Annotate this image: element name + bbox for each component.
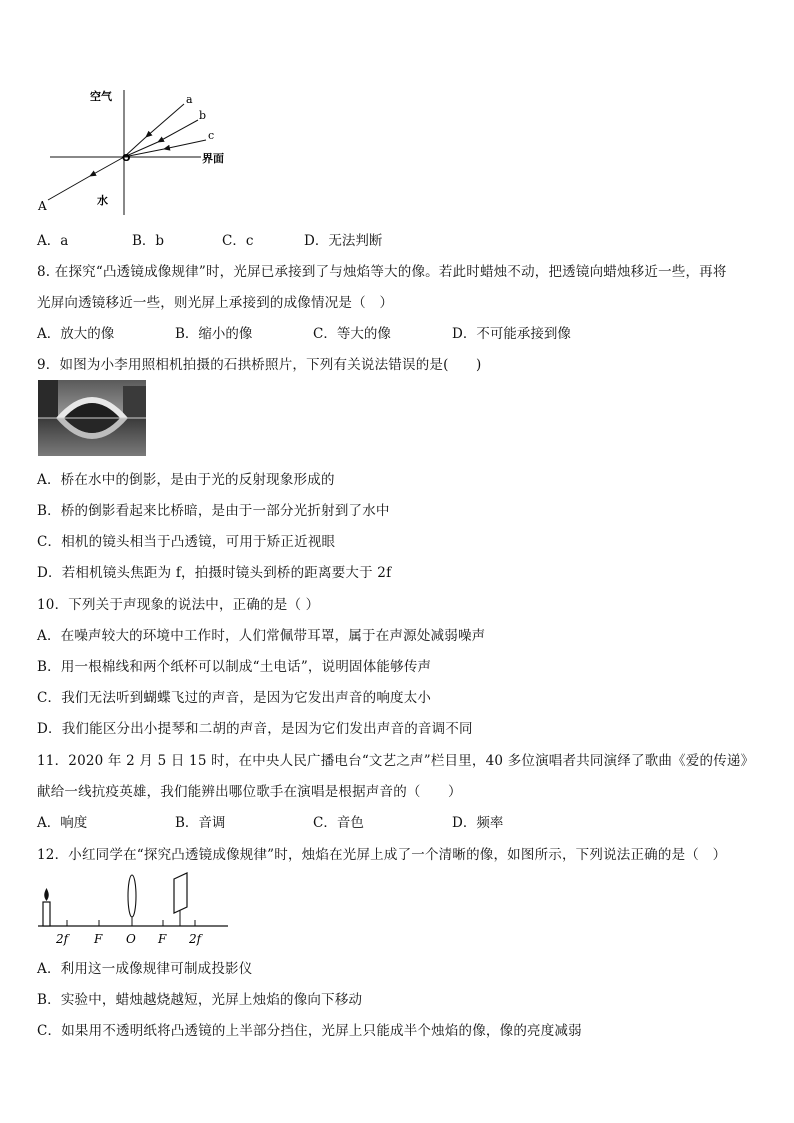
ray-A-label: A (38, 199, 47, 213)
interface-label: 界面 (202, 152, 224, 165)
q8-option-a[interactable]: A．放大的像 (37, 326, 115, 342)
q8-stem-line2: 光屏向透镜移近一些，则光屏上承接到的成像情况是（ ） (37, 295, 394, 311)
stone-bridge-photo (38, 380, 146, 456)
ray-a (146, 104, 184, 137)
origin-label: O (122, 153, 131, 164)
q11-stem-line1: 11．2020 年 2 月 5 日 15 时，在中央人民广播电台“文艺之声”栏目里，40 多位演唱者共同演绎了歌曲《爱的传递》 (37, 753, 755, 769)
q8-option-b[interactable]: B．缩小的像 (175, 326, 253, 342)
q7-option-a[interactable]: A．a (37, 233, 69, 249)
refraction-diagram (36, 82, 236, 217)
q10-stem: 10．下列关于声现象的说法中，正确的是（ ） (37, 597, 320, 613)
label-2f-right: 2f (189, 932, 202, 946)
q9-option-b[interactable]: B．桥的倒影看起来比桥暗，是由于一部分光折射到了水中 (37, 503, 390, 519)
q8-option-d[interactable]: D．不可能承接到像 (452, 326, 571, 342)
ray-c (164, 140, 206, 149)
ray-c-label: c (208, 129, 215, 142)
air-label: 空气 (90, 90, 112, 103)
q11-option-a[interactable]: A．响度 (37, 815, 88, 831)
light-screen (174, 873, 187, 913)
q9-stem: 9．如图为小李用照相机拍摄的石拱桥照片，下列有关说法错误的是( ) (37, 357, 482, 373)
q11-option-d[interactable]: D．频率 (452, 815, 504, 831)
water-label: 水 (97, 194, 108, 207)
q10-option-a[interactable]: A．在噪声较大的环境中工作时，人们常佩带耳罩，属于在声源处减弱噪声 (37, 628, 486, 644)
q10-option-c[interactable]: C．我们无法听到蝴蝶飞过的声音，是因为它发出声音的响度太小 (37, 690, 432, 706)
q11-option-c[interactable]: C．音色 (313, 815, 364, 831)
q9-option-c[interactable]: C．相机的镜头相当于凸透镜，可用于矫正近视眼 (37, 534, 336, 550)
q12-option-a[interactable]: A．利用这一成像规律可制成投影仪 (37, 961, 253, 977)
label-O: O (126, 932, 136, 946)
optical-bench-diagram (36, 870, 236, 948)
ray-A (48, 176, 90, 200)
label-F-left: F (94, 932, 103, 946)
q12-option-b[interactable]: B．实验中，蜡烛越烧越短，光屏上烛焰的像向下移动 (37, 992, 363, 1008)
q12-stem: 12．小红同学在“探究凸透镜成像规律”时，烛焰在光屏上成了一个清晰的像，如图所示，下列说法正确的是（ ） (37, 847, 727, 863)
label-F-right: F (158, 932, 167, 946)
q7-option-d[interactable]: D．无法判断 (304, 233, 383, 249)
q10-option-b[interactable]: B．用一根棉线和两个纸杯可以制成“土电话”，说明固体能够传声 (37, 659, 432, 675)
q8-option-c[interactable]: C．等大的像 (313, 326, 391, 342)
ray-b (158, 120, 198, 142)
q9-option-a[interactable]: A．桥在水中的倒影，是由于光的反射现象形成的 (37, 472, 335, 488)
q11-stem-line2: 献给一线抗疫英雄，我们能辨出哪位歌手在演唱是根据声音的（ ） (37, 784, 462, 800)
convex-lens (128, 875, 136, 917)
q7-option-c[interactable]: C．c (222, 233, 254, 249)
candle (43, 902, 50, 926)
ray-a-label: a (186, 93, 193, 106)
q12-option-c[interactable]: C．如果用不透明纸将凸透镜的上半部分挡住，光屏上只能成半个烛焰的像，像的亮度减弱 (37, 1023, 582, 1039)
q10-option-d[interactable]: D．我们能区分出小提琴和二胡的声音，是因为它们发出声音的音调不同 (37, 721, 473, 737)
q7-option-b[interactable]: B．b (132, 233, 165, 249)
candle-flame (44, 888, 49, 901)
label-2f-left: 2f (56, 932, 69, 946)
ray-b-label: b (199, 109, 207, 122)
q9-option-d[interactable]: D．若相机镜头焦距为 f，拍摄时镜头到桥的距离要大于 2f (37, 565, 392, 581)
q8-stem-line1: 8. 在探究“凸透镜成像规律”时，光屏已承接到了与烛焰等大的像。若此时蜡烛不动，把透镜向蜡烛移近一些，再将 (37, 264, 727, 280)
q11-option-b[interactable]: B．音调 (175, 815, 226, 831)
